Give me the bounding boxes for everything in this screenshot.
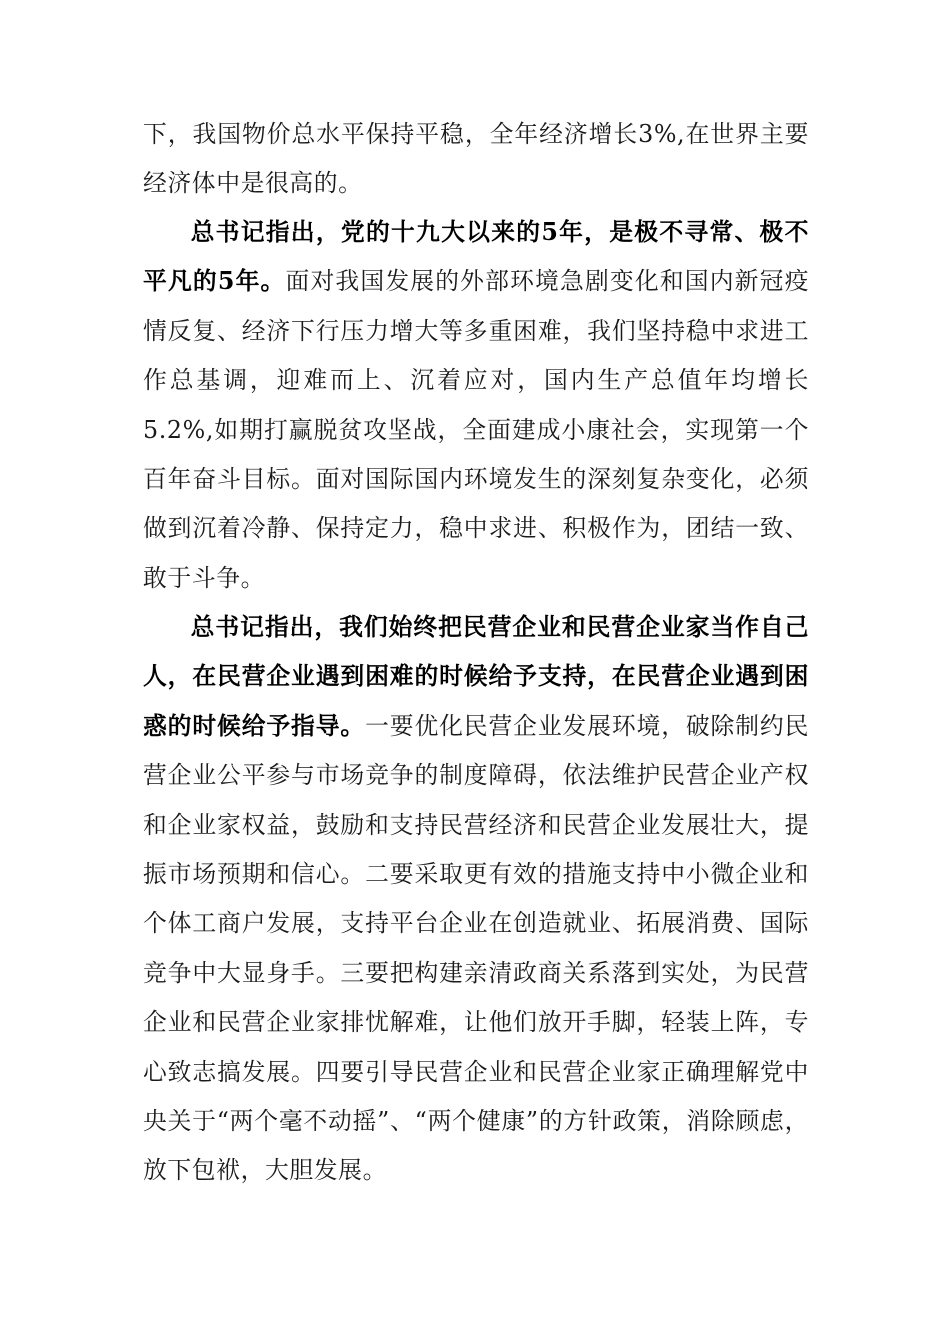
paragraph-3-text: 一要优化民营企业发展环境，破除制约民营企业公平参与市场竞争的制度障碍，依法维护民营企业产权和企业家权益，鼓励和支持民营经济和民营企业发展壮大，提振市场预期和信心。二要采取更有效的措施支持中小微企业和个体工商户发展，支持平台企业在创造就业、拓展消费、国际竞争中大显身手。三要把构建亲清政商关系落到实处，为民营企业和民营企业家排忧解难，让他们放开手脚，轻装上阵，专心致志搞发展。四要引导民营企业和民营企业家正确理解党中央关于“两个毫不动摇”、“两个健康”的方针政策，消除顾虑，放下包袱，大胆发展。	[143, 711, 809, 1185]
paragraph-1	[143, 110, 809, 209]
paragraph-2-bold-lead: 总书记指出，党的十九大以来的5年，是极不寻常、极不平凡的5年。	[143, 218, 809, 296]
paragraph-2	[143, 208, 809, 603]
paragraph-block-2	[143, 208, 809, 603]
paragraph-2-text: 面对我国发展的外部环境急剧变化和国内新冠疫情反复、经济下行压力增大等多重困难，我们坚持稳中求进工作总基调，迎难而上、沉着应对，国内生产总值年均增长5.2%,如期打赢脱贫攻坚战，全面建成小康社会，实现第一个百年奋斗目标。面对国际国内环境发生的深刻复杂变化，必须做到沉着冷静、保持定力，稳中求进、积极作为，团结一致、敢于斗争。	[143, 267, 809, 592]
paragraph-3-bold-lead: 总书记指出，我们始终把民营企业和民营企业家当作自己人，在民营企业遇到困难的时候给予支持，在民营企业遇到困惑的时候给予指导。	[143, 613, 809, 740]
paragraph-3	[143, 603, 809, 1196]
paragraph-1-text: 下，我国物价总水平保持平稳，全年经济增长3%,在世界主要经济体中是很高的。	[143, 120, 809, 198]
paragraph-block-3	[143, 603, 809, 1196]
paragraph-continuation	[143, 110, 809, 209]
